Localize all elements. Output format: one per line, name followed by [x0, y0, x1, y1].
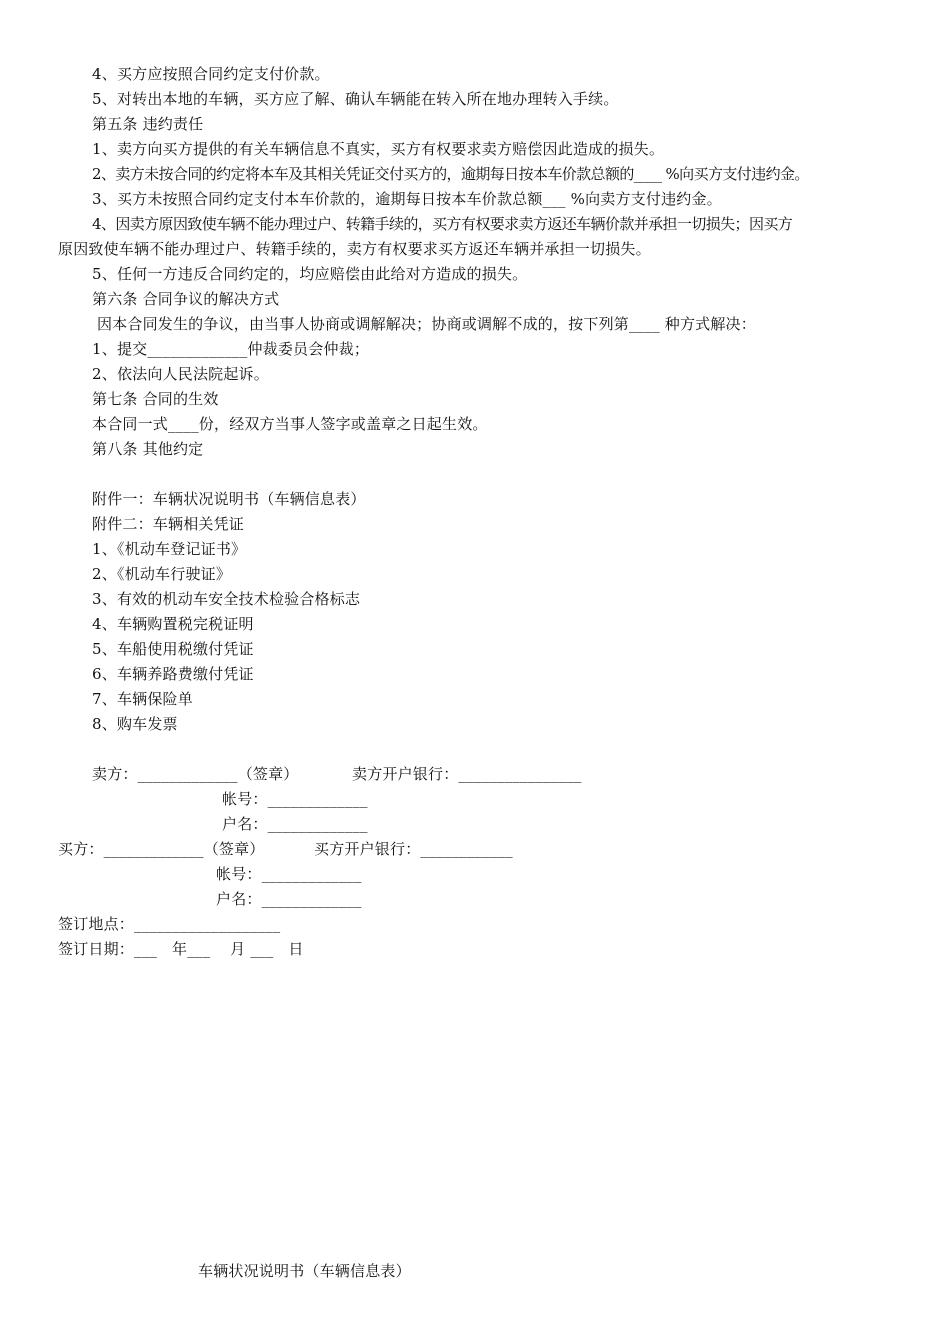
text: 本合同一式____份，经双方当事人签字或盖章之日起生效。 — [92, 415, 488, 433]
clause-4-buyer-payment — [92, 64, 330, 84]
next-page-title — [198, 1261, 411, 1281]
text: 原因致使车辆不能办理过户、转籍手续的，卖方有权要求买方返还车辆并承担一切损失。 — [58, 240, 651, 258]
text: 5、任何一方违反合同约定的，均应赔偿由此给对方造成的损失。 — [92, 265, 528, 283]
text: 4、因卖方原因致使车辆不能办理过户、转籍手续的，买方有权要求卖方返还车辆价款并承担一切损失；因买方 — [92, 215, 793, 233]
breach-clause-5 — [92, 264, 527, 284]
annex-item-5 — [92, 639, 254, 659]
effectiveness-clause — [92, 414, 488, 434]
text: 第五条 违约责任 — [92, 115, 204, 133]
annex-item-1 — [92, 539, 246, 559]
text: 签订地点：___________________ — [58, 915, 281, 933]
text: 因本合同发生的争议，由当事人协商或调解解决；协商或调解不成的，按下列第____ 种方式解决： — [92, 315, 756, 333]
text: 第七条 合同的生效 — [92, 390, 219, 408]
text: 附件二：车辆相关凭证 — [92, 515, 245, 533]
article-7-heading — [92, 389, 219, 409]
text: 1、《机动车登记证书》 — [92, 540, 247, 558]
text: 车辆状况说明书（车辆信息表） — [198, 1262, 411, 1280]
dispute-option-1 — [92, 339, 369, 359]
annex-item-6 — [92, 664, 254, 684]
buyer-bank — [314, 839, 513, 859]
text: 2、卖方未按合同的约定将本车及其相关凭证交付买方的，逾期每日按本车价款总额的____ %向买方支付违约金。 — [92, 165, 809, 183]
text: 户名：_____________ — [222, 815, 368, 833]
text: 3、有效的机动车安全技术检验合格标志 — [92, 590, 361, 608]
text: 卖方开户银行：________________ — [352, 765, 582, 783]
text: 2、《机动车行驶证》 — [92, 565, 232, 583]
text: 4、买方应按照合同约定支付价款。 — [92, 65, 330, 83]
breach-clause-4-line-1 — [92, 214, 792, 234]
clause-5-transfer — [92, 89, 619, 109]
article-8-heading — [92, 439, 203, 459]
text: 买方开户银行：____________ — [314, 840, 513, 858]
text: 3、买方未按照合同约定支付本车价款的，逾期每日按本车价款总额___ %向卖方支付违约金。 — [92, 190, 722, 208]
dispute-option-2 — [92, 364, 269, 384]
article-6-heading — [92, 289, 279, 309]
text: 卖方：_____________（签章） — [92, 765, 299, 783]
text: 4、车辆购置税完税证明 — [92, 615, 254, 633]
breach-clause-2 — [92, 164, 809, 184]
breach-clause-4-line-2 — [58, 239, 651, 259]
annex-item-4 — [92, 614, 254, 634]
text: 7、车辆保险单 — [92, 690, 193, 708]
text: 买方：_____________（签章） — [58, 840, 265, 858]
seller-holder — [222, 814, 368, 834]
annex-item-3 — [92, 589, 360, 609]
text: 5、对转出本地的车辆，买方应了解、确认车辆能在转入所在地办理转入手续。 — [92, 90, 619, 108]
text: 第八条 其他约定 — [92, 440, 204, 458]
text: 5、车船使用税缴付凭证 — [92, 640, 254, 658]
seller-signature — [92, 764, 299, 784]
seller-bank — [352, 764, 582, 784]
annex-item-2 — [92, 564, 231, 584]
text: 帐号：_____________ — [216, 865, 362, 883]
breach-clause-1 — [92, 139, 664, 159]
breach-clause-3 — [92, 189, 722, 209]
buyer-signature — [58, 839, 265, 859]
text: 签订日期：___ 年___ 月 ___ 日 — [58, 940, 304, 958]
text: 第六条 合同争议的解决方式 — [92, 290, 280, 308]
annex-item-7 — [92, 689, 193, 709]
dispute-intro — [92, 314, 756, 334]
annex-2 — [92, 514, 244, 534]
article-5-heading — [92, 114, 203, 134]
annex-1 — [92, 489, 366, 509]
text: 附件一：车辆状况说明书（车辆信息表） — [92, 490, 366, 508]
buyer-holder — [216, 889, 362, 909]
signing-date — [58, 939, 304, 959]
buyer-account — [216, 864, 362, 884]
annex-item-8 — [92, 714, 178, 734]
text: 户名：_____________ — [216, 890, 362, 908]
text: 1、提交_____________仲裁委员会仲裁； — [92, 340, 370, 358]
text: 6、车辆养路费缴付凭证 — [92, 665, 254, 683]
text: 2、依法向人民法院起诉。 — [92, 365, 269, 383]
text: 帐号：_____________ — [222, 790, 368, 808]
signing-place — [58, 914, 280, 934]
seller-account — [222, 789, 368, 809]
text: 8、购车发票 — [92, 715, 178, 733]
text: 1、卖方向买方提供的有关车辆信息不真实，买方有权要求卖方赔偿因此造成的损失。 — [92, 140, 665, 158]
